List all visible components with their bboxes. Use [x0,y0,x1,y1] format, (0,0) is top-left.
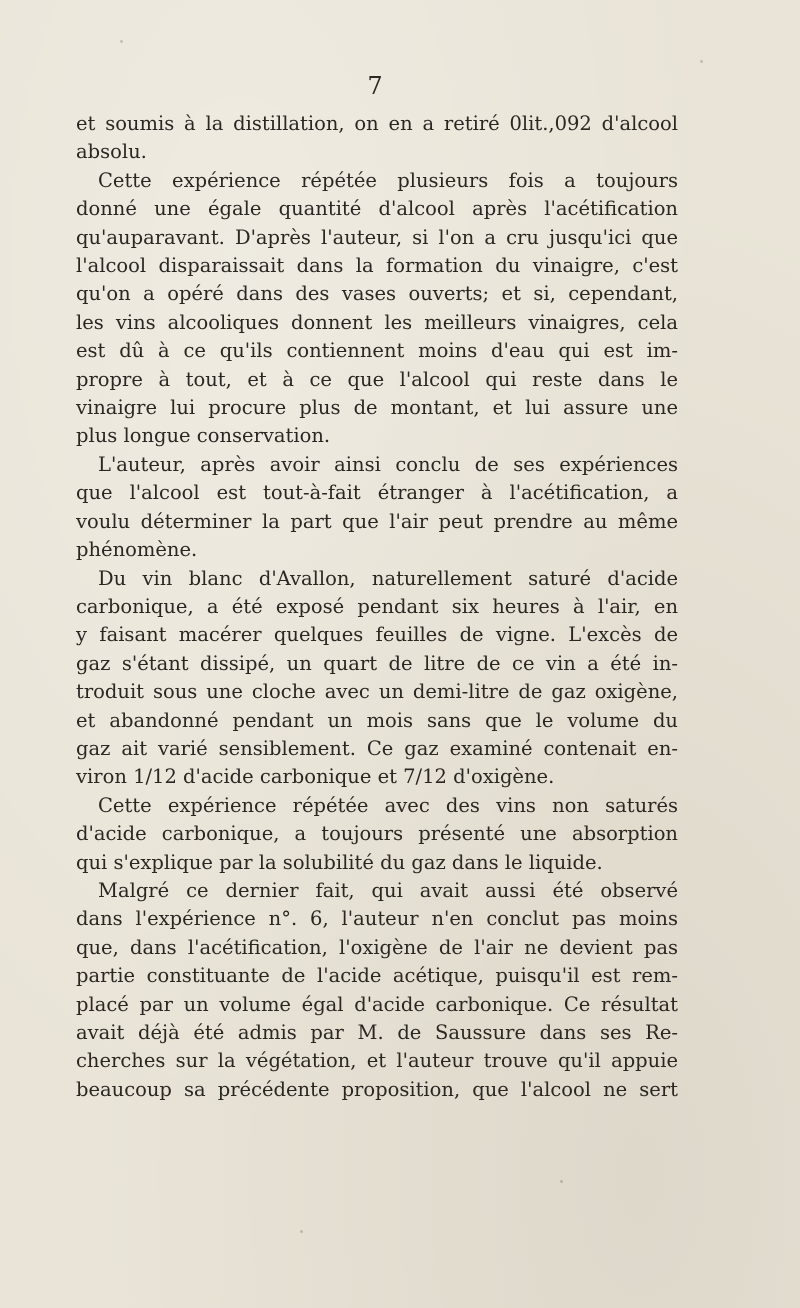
text-lines [76,110,678,1104]
text-line: plus longue conservation. [76,424,331,448]
text-line: qu'on a opéré dans des vases ouverts; et si, cependant, [76,282,678,306]
text-line: qu'auparavant. D'après l'auteur, si l'on a cru jusqu'ici que [76,225,678,249]
text-line: phénomène. [76,538,198,562]
paper-speck [120,40,123,43]
text-line: Cette expérience répétée plusieurs fois a toujours [98,168,678,192]
text-line: viron 1/12 d'acide carbonique et 7/12 d'oxigène. [76,765,555,789]
text-line: carbonique, a été exposé pendant six heures à l'air, en [76,594,678,618]
paper-speck [560,1180,563,1183]
page-number: 7 [367,72,383,100]
text-line: Malgré ce dernier fait, qui avait aussi été observé [98,878,678,902]
text-line: l'alcool disparaissait dans la formation du vinaigre, c'est [76,254,678,278]
text-line: Cette expérience répétée avec des vins non saturés [98,793,678,817]
text-line: propre à tout, et à ce que l'alcool qui reste dans le [76,367,678,391]
text-line: et soumis à la distillation, on en a retiré 0lit.,092 d'alcool [76,112,678,135]
text-line: gaz ait varié sensiblement. Ce gaz examiné contenait en- [76,736,678,760]
paper-speck [700,60,703,63]
text-line: gaz s'étant dissipé, un quart de litre de ce vin a été in- [76,651,678,675]
text-line: beaucoup sa précédente proposition, que l'alcool ne sert [76,1077,678,1101]
text-line: dans l'expérience n°. 6, l'auteur n'en conclut pas moins [76,907,678,931]
text-line: vinaigre lui procure plus de montant, et lui assure une [76,396,678,420]
paper-speck [300,1230,303,1233]
text-line: L'auteur, après avoir ainsi conclu de ses expériences [98,452,678,476]
text-line: est dû à ce qu'ils contiennent moins d'eau qui est im- [76,339,678,363]
text-line: donné une égale quantité d'alcool après l'acétification [76,197,678,221]
text-line: placé par un volume égal d'acide carbonique. Ce résultat [76,992,678,1016]
text-line: les vins alcooliques donnent les meilleurs vinaigres, cela [76,310,678,334]
text-line: y faisant macérer quelques feuilles de vigne. L'excès de [76,623,678,647]
text-line: troduit sous une cloche avec un demi-litre de gaz oxigène, [76,680,678,704]
text-line: absolu. [76,140,147,164]
text-line: qui s'explique par la solubilité du gaz dans le liquide. [76,850,603,874]
body-text [76,110,678,1104]
text-line: cherches sur la végétation, et l'auteur trouve qu'il appuie [76,1049,678,1073]
text-line: partie constituante de l'acide acétique, puisqu'il est rem- [76,964,678,988]
text-line: que l'alcool est tout-à-fait étranger à l'acétification, a [76,481,678,505]
text-line: que, dans l'acétification, l'oxigène de l'air ne devient pas [76,935,678,959]
text-line: voulu déterminer la part que l'air peut prendre au même [76,509,678,533]
text-line: d'acide carbonique, a toujours présenté une absorption [76,822,678,846]
text-line: Du vin blanc d'Avallon, naturellement saturé d'acide [98,566,678,590]
text-line: et abandonné pendant un mois sans que le volume du [76,708,678,732]
text-line: avait déjà été admis par M. de Saussure dans ses Re- [76,1021,678,1044]
